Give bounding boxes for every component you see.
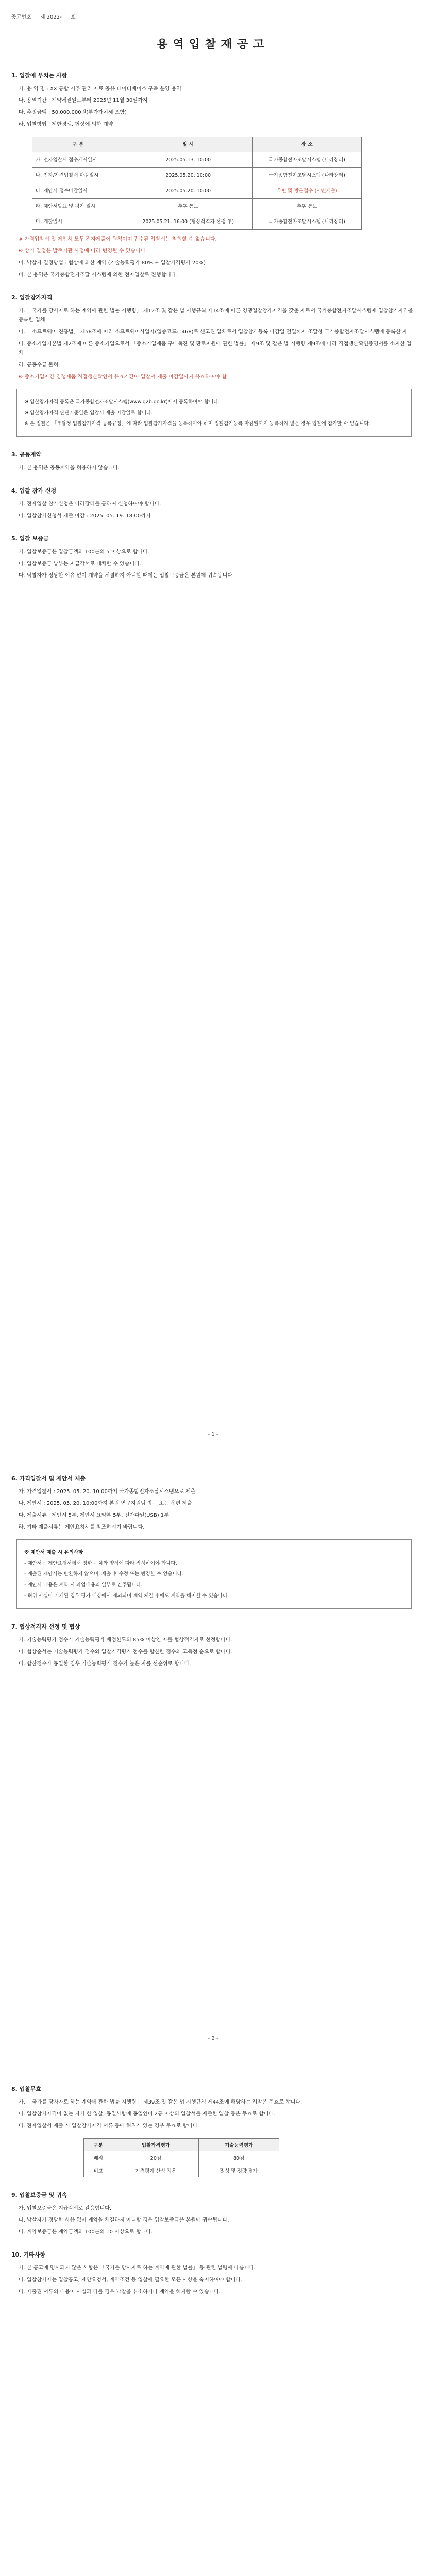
note-box [16,1539,412,1609]
text-line: 가. 본 용역은 공동계약을 허용하지 않습니다. [19,465,120,471]
text-line: 가. 전자입찰 참가신청은 나라장터를 통하여 신청하여야 합니다. [19,501,161,507]
text-line: 마. 낙찰자 결정방법 : 협상에 의한 계약 (기술능력평가 80% + 입찰가격평가 20%) [19,260,206,266]
table-header: 기술능력평가 [199,2139,279,2151]
table-cell: 추후 통보 [252,199,361,214]
table-cell: 우편 및 방문접수 (서면제출) [252,183,361,199]
table-cell: 가. 전자입찰서 접수개시일시 [32,152,124,168]
table-cell: 2025.05.20. 10:00 [124,183,252,199]
table-cell: 국가종합전자조달시스템 (나라장터) [252,214,361,230]
text-line: 다. 계약보증금은 계약금액의 100분의 10 이상으로 합니다. [19,2229,153,2235]
table-row [32,214,362,230]
table-row [84,2151,279,2164]
table-cell: 다. 제안서 접수마감일시 [32,183,124,199]
section-heading: 4. 입찰 참가 신청 [11,487,57,494]
table-row [32,152,362,168]
page-3 [11,2071,415,2576]
table-cell: 2025.05.21. 16:00 (협상적격자 선정 후) [124,214,252,230]
notice-number [11,9,415,20]
table-header: 구분 [84,2139,113,2151]
text-line: 가. 용 역 명 : XX 통합 시추 관리 자료 공유 데이터베이스 구축 운영 용역 [19,86,181,92]
table-cell: 국가종합전자조달시스템 (나라장터) [252,168,361,183]
page-number: - 2 - [208,2036,218,2041]
page-number: - 1 - [208,1432,218,1437]
note-line: - 제안서 내용은 계약 시 과업내용의 일부로 간주됩니다. [24,1582,143,1588]
section-heading: 1. 입찰에 부치는 사항 [11,72,67,79]
table-cell: 80점 [199,2151,279,2164]
text-line: 나. 입찰참가자는 입찰공고, 제안요청서, 계약조건 등 입찰에 필요한 모든 사항을 숙지하여야 합니다. [19,2277,243,2283]
text-line: 라. 입찰방법 : 제한경쟁, 협상에 의한 계약 [19,122,113,127]
text-line: 다. 합산점수가 동일한 경우 기술능력평가 점수가 높은 자를 선순위로 합니다. [19,1661,191,1667]
table-cell: 국가종합전자조달시스템 (나라장터) [252,152,361,168]
text-line: 다. 제출서류 : 제안서 5부, 제안서 요약본 5부, 전자파일(USB) 1부 [19,1513,169,1518]
table-cell: 마. 개찰일시 [32,214,124,230]
table-row [32,199,362,214]
note-line: ※ 가격입찰서 및 제안서 모두 전자제출이 원칙이며 접수된 입찰서는 철회할 수 없습니다. [19,236,217,242]
table-cell: 나. 전자/가격입찰서 마감일시 [32,168,124,183]
table-cell: 20점 [113,2151,199,2164]
table-cell: 2025.05.20. 10:00 [124,168,252,183]
text-line: 가. 「국가를 당사자로 하는 계약에 관한 법률 시행령」 제39조 및 같은 법 시행규칙 제44조에 해당하는 입찰은 무효로 합니다. [19,2099,302,2105]
table-cell: 가격평가 산식 적용 [113,2164,199,2177]
red-note-line: ※ 중소기업자간 경쟁제품 직접생산확인서 유효기간이 입찰서 제출 마감일까지 유효하여야 함 [19,374,227,380]
note-line: - 제출된 제안서는 반환하지 않으며, 제출 후 수정 또는 변경할 수 없습니다. [24,1571,183,1577]
text-line: 나. 용역기간 : 계약체결일로부터 2025년 11월 30일까지 [19,98,148,104]
table-header: 장 소 [252,137,361,152]
text-line: 라. 기타 제출서류는 제안요청서를 참조하시기 바랍니다. [19,1524,145,1530]
text-line: 다. 낙찰자가 정당한 이유 없이 계약을 체결하지 아니할 때에는 입찰보증금은 본원에 귀속됩니다. [19,573,234,579]
text-line: 나. 입찰보증금 납부는 지급각서로 대체할 수 있습니다. [19,561,141,567]
schedule-table [32,137,362,230]
table-cell: 배점 [84,2151,113,2164]
note-line: ※ 상기 일정은 발주기관 사정에 따라 변경될 수 있습니다. [19,248,147,254]
page-2 [11,1461,415,2045]
notice-number-label: 공고번호 [11,14,31,20]
text-line: 바. 본 용역은 국가종합전자조달 시스템에 의한 전자입찰로 진행합니다. [19,272,178,278]
text-line: 나. 제안서 : 2025. 05. 20. 10:00까지 본원 연구지원팀 방문 또는 우편 제출 [19,1501,192,1506]
section-heading: 5. 입찰 보증금 [11,535,49,542]
note-line: ※ 입찰참가자격 판단기준일은 입찰서 제출 마감일로 합니다. [24,410,153,416]
table-header: 일 시 [124,137,252,152]
text-line: 가. 기술능력평가 점수가 기술능력평가 배점한도의 85% 이상인 자를 협상적격자로 선정합니다. [19,1637,232,1643]
text-line: 나. 입찰참가자격이 없는 자가 한 입찰, 동일사항에 동일인이 2통 이상의 입찰서를 제출한 입찰 등은 무효로 합니다. [19,2111,276,2117]
table-cell: 비고 [84,2164,113,2177]
note-line: ※ 본 입찰은 「조달청 입찰참가자격 등록규정」에 따라 입찰참가자격을 등록하여야 하며 입찰참가등록 마감일까지 등록하지 않은 경우 입찰에 참가할 수 없습니다. [24,421,370,427]
evaluation-table [83,2138,279,2177]
text-line: 다. 제출된 서류의 내용이 사실과 다를 경우 낙찰을 취소하거나 계약을 해지할 수 있습니다. [19,2289,221,2295]
notice-number-value: 제 2022- [40,14,62,20]
table-row [32,183,362,199]
table-header: 입찰가격평가 [113,2139,199,2151]
section-heading: 9. 입찰보증금 및 귀속 [11,2192,67,2198]
text-line: 가. 「국가를 당사자로 하는 계약에 관한 법률 시행령」 제12조 및 같은 법 시행규칙 제14조에 따른 경쟁입찰참가자격을 갖춘 자로서 국가종합전자조달시스템에 입찰참가자격을 등록한 업체 [19,308,413,323]
text-line: 다. 추정금액 : 50,000,000원(부가가치세 포함) [19,110,127,115]
text-line: 나. 협상순서는 기술능력평가 점수와 입찰가격평가 점수를 합산한 점수의 고득점 순으로 합니다. [19,1649,232,1655]
text-line: 나. 입찰참가신청서 제출 마감 : 2025. 05. 19. 18:00까지 [19,513,151,519]
page-title: 용역입찰재공고 [157,38,269,51]
note-box [16,389,412,437]
table-cell: 추후 통보 [124,199,252,214]
table-cell: 라. 제안서발표 및 평가 일시 [32,199,124,214]
section-heading: 2. 입찰참가자격 [11,294,53,301]
note-line: - 허위 사실이 기재된 경우 평가 대상에서 제외되며 계약 체결 후에도 계약을 해지할 수 있습니다. [24,1593,229,1599]
table-cell: 정성 및 정량 평가 [199,2164,279,2177]
text-line: 나. 「소프트웨어 진흥법」 제58조에 따라 소프트웨어사업자(업종코드:1468)로 신고된 업체로서 입찰참가등록 마감일 전일까지 조달청 국가종합전자조달시스템에 등록한 자 [19,329,407,335]
text-line: 나. 낙찰자가 정당한 사유 없이 계약을 체결하지 아니할 경우 입찰보증금은 본원에 귀속됩니다. [19,2217,229,2223]
table-cell: 2025.05.13. 10:00 [124,152,252,168]
page-1 [11,9,415,1442]
text-line: 가. 입찰보증금은 입찰금액의 100분의 5 이상으로 합니다. [19,549,149,555]
section-heading: 10. 기타사항 [11,2251,45,2258]
notice-number-suffix: 호 [70,14,76,20]
table-row [84,2164,279,2177]
text-line: 다. 중소기업기본법 제2조에 따른 중소기업으로서 「중소기업제품 구매촉진 및 판로지원에 관한 법률」 제9조 및 같은 법 시행령 제9조에 따라 직접생산확인증명서를 소지한 업체 [19,341,412,356]
text-line: 가. 가격입찰서 : 2025. 05. 20. 10:00까지 국가종합전자조달시스템으로 제출 [19,1489,196,1495]
text-line: 가. 입찰보증금은 지급각서로 갈음합니다. [19,2206,112,2211]
table-header: 구 분 [32,137,124,152]
text-line: 다. 전자입찰서 제출 시 입찰참가자격 서류 등에 허위가 있는 경우 무효로 합니다. [19,2123,199,2129]
note-line: - 제안서는 제안요청서에서 정한 목차와 양식에 따라 작성하여야 합니다. [24,1561,177,1566]
text-line: 가. 본 공고에 명시되지 않은 사항은 「국가를 당사자로 하는 계약에 관한 법률」 등 관련 법령에 따릅니다. [19,2265,256,2271]
note-line: ※ 입찰참가자격 등록은 국가종합전자조달시스템(www.g2b.go.kr)에서 등록하여야 합니다. [24,399,220,405]
table-row [32,168,362,183]
section-heading: 6. 가격입찰서 및 제안서 제출 [11,1475,86,1482]
text-line: 라. 공동수급 불허 [19,362,59,368]
note-line: ※ 제안서 제출 시 유의사항 [24,1550,83,1555]
section-heading: 3. 공동계약 [11,451,42,458]
section-heading: 7. 협상적격자 선정 및 협상 [11,1623,80,1630]
section-heading: 8. 입찰무효 [11,2086,42,2092]
